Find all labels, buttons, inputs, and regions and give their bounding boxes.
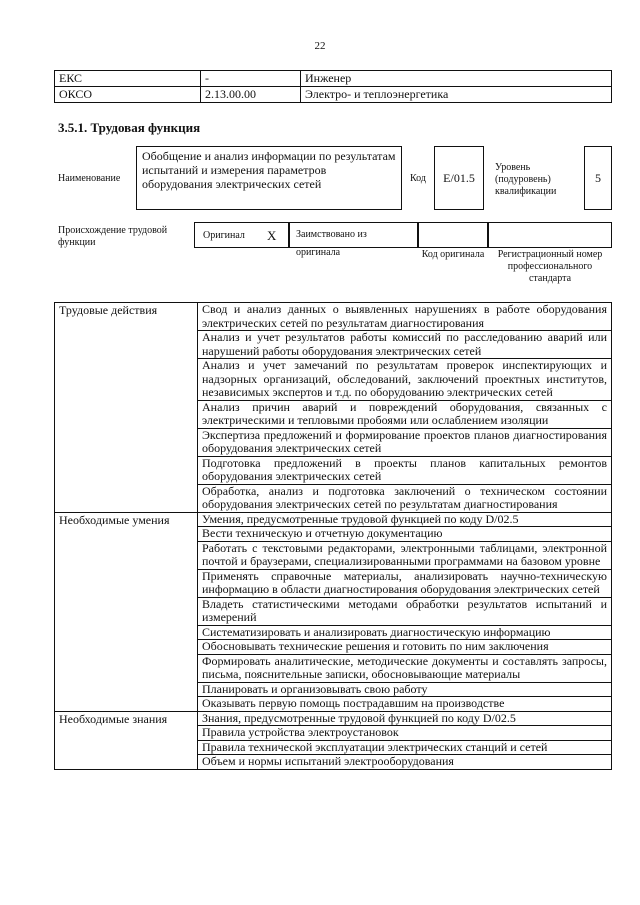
original-cell [194, 222, 289, 248]
function-details-table [54, 302, 612, 770]
qualification-level: 5 [584, 146, 612, 210]
table-row [55, 303, 612, 331]
level-label: Уровень (подуровень) квалификации [495, 162, 557, 197]
classification-code: ОКСО [55, 87, 201, 103]
section-item: Систематизировать и анализировать диагностическую информацию [198, 625, 612, 640]
original-mark: X [267, 228, 277, 243]
original-label: Оригинал [203, 230, 245, 241]
section-item: Формировать аналитические, методические документы и составлять запросы, письма, пояснительные записки, обосновывающие материалы [198, 654, 612, 682]
section-item: Анализ причин аварий и повреждений оборудования, связанных с электрическими и тепловыми пробоями или ослаблением изоляции [198, 400, 612, 428]
classification-row [55, 71, 612, 87]
section-item: Анализ и учет результатов работы комиссий по расследованию аварий или нарушений работы оборудования электрических сетей [198, 331, 612, 359]
code-label: Код [410, 173, 426, 184]
section-item: Оказывать первую помощь пострадавшим на производстве [198, 697, 612, 712]
classification-row [55, 87, 612, 103]
section-item: Владеть статистическими методами обработки результатов испытаний и измерений [198, 597, 612, 625]
section-item: Подготовка предложений в проекты планов капитальных ремонтов оборудования электрических сетей [198, 456, 612, 484]
section-category: Трудовые действия [55, 303, 198, 513]
section-item: Свод и анализ данных о выявленных нарушениях в работе оборудования электрических сетей по результатам диагностирования [198, 303, 612, 331]
section-item: Анализ и учет замечаний по результатам проверок инспектирующих и надзорных организаций, обследований, заключений проектных институтов, независимых экспертов и т.д. по оборудованию электрических сетей [198, 359, 612, 401]
section-item: Правила технической эксплуатации электрических станций и сетей [198, 740, 612, 755]
page-number: 22 [314, 40, 326, 52]
classification-value: - [201, 71, 301, 87]
registration-caption: Регистрационный номер профессионального стандарта [497, 249, 603, 284]
section-title: 3.5.1. Трудовая функция [58, 120, 201, 135]
classification-description: Электро- и теплоэнергетика [301, 87, 612, 103]
table-row [55, 512, 612, 527]
classification-description: Инженер [301, 71, 612, 87]
section-item: Правила устройства электроустановок [198, 726, 612, 741]
section-item: Вести техническую и отчетную документацию [198, 527, 612, 542]
function-code: E/01.5 [434, 146, 484, 210]
origin-label: Происхождение трудовой функции [58, 225, 168, 248]
name-label: Наименование [58, 173, 121, 184]
table-row [55, 711, 612, 726]
section-item: Умения, предусмотренные трудовой функцией по коду D/02.5 [198, 512, 612, 527]
section-item: Планировать и организовывать свою работу [198, 682, 612, 697]
section-item: Экспертиза предложений и формирование проектов планов диагностирования оборудования электрических сетей [198, 428, 612, 456]
section-item: Обработка, анализ и подготовка заключений о техническом состоянии оборудования электрических сетей по результатам диагностирования [198, 484, 612, 512]
original-code-cell [418, 222, 488, 248]
borrowed-cell [289, 222, 418, 258]
registration-number-cell [488, 222, 612, 248]
section-item: Работать с текстовыми редакторами, электронными таблицами, электронной почтой и браузерами, специализированными программами на базовом уровне [198, 541, 612, 569]
classification-table [54, 70, 612, 103]
classification-value: 2.13.00.00 [201, 87, 301, 103]
borrowed-label: Заимствовано из оригинала [296, 229, 367, 258]
section-item: Обосновывать технические решения и готовить по ним заключения [198, 640, 612, 655]
section-category: Необходимые знания [55, 711, 198, 769]
section-category: Необходимые умения [55, 512, 198, 711]
code-caption: Код оригинала [421, 249, 485, 260]
section-item: Применять справочные материалы, анализировать научно-техническую информацию в области диагностирования оборудования электрических сетей [198, 569, 612, 597]
section-item: Знания, предусмотренные трудовой функцией по коду D/02.5 [198, 711, 612, 726]
section-item: Объем и нормы испытаний электрооборудования [198, 755, 612, 770]
classification-code: ЕКС [55, 71, 201, 87]
function-name: Обобщение и анализ информации по результатам испытаний и измерения параметров оборудования электрических сетей [136, 146, 402, 210]
